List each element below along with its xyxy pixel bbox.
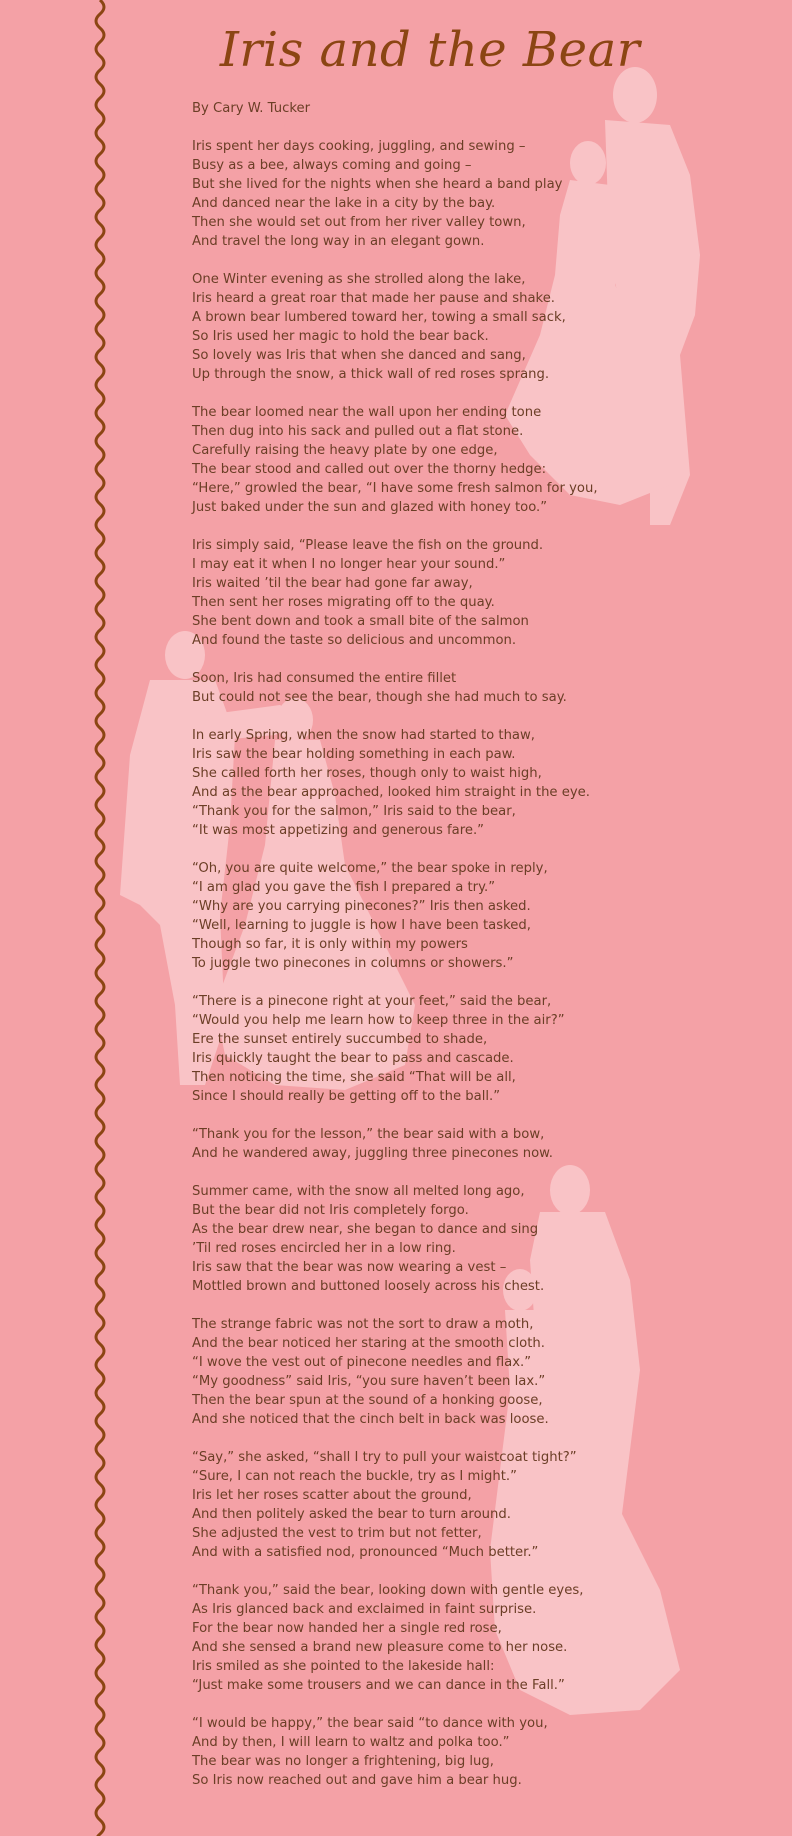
poem-line: “Well, learning to juggle is how I have been tasked,: [192, 918, 531, 933]
poem-line: Iris let her roses scatter about the ground,: [192, 1488, 472, 1503]
poem-line: But the bear did not Iris completely forgo.: [192, 1203, 469, 1218]
poem-line: Since I should really be getting off to the ball.”: [192, 1089, 501, 1104]
poem-stanza: [192, 1581, 752, 1695]
poem-line: “Why are you carrying pinecones?” Iris then asked.: [192, 899, 531, 914]
poem-line: Up through the snow, a thick wall of red roses sprang.: [192, 367, 550, 382]
poem-line: And she sensed a brand new pleasure come to her nose.: [192, 1640, 568, 1655]
poem-line: And by then, I will learn to waltz and polka too.”: [192, 1735, 510, 1750]
poem-line: Then she would set out from her river valley town,: [192, 215, 526, 230]
poem-line: “Sure, I can not reach the buckle, try as I might.”: [192, 1469, 517, 1484]
poem-stanza: [192, 1448, 752, 1562]
poem-line: As Iris glanced back and exclaimed in faint surprise.: [192, 1602, 537, 1617]
poem-line: The bear loomed near the wall upon her ending tone: [192, 405, 542, 420]
poem-line: I may eat it when I no longer hear your sound.”: [192, 557, 506, 572]
poem-line: “I am glad you gave the fish I prepared a try.”: [192, 880, 496, 895]
poem-line: Iris heard a great roar that made her pause and shake.: [192, 291, 556, 306]
poem-line: The bear was no longer a frightening, big lug,: [192, 1754, 494, 1769]
poem-line: Ere the sunset entirely succumbed to shade,: [192, 1032, 488, 1047]
poem-line: As the bear drew near, she began to dance and sing: [192, 1222, 539, 1237]
poem-line: “Thank you for the salmon,” Iris said to the bear,: [192, 804, 516, 819]
poem-stanza: [192, 403, 752, 517]
poem-line: “Here,” growled the bear, “I have some fresh salmon for you,: [192, 481, 598, 496]
poem-line: She adjusted the vest to trim but not fetter,: [192, 1526, 482, 1541]
poem-line: Busy as a bee, always coming and going –: [192, 158, 472, 173]
poem-stanza: [192, 1714, 752, 1790]
poem-line: And then politely asked the bear to turn around.: [192, 1507, 511, 1522]
poem-line: Then noticing the time, she said “That will be all,: [192, 1070, 516, 1085]
poem-line: Summer came, with the snow all melted long ago,: [192, 1184, 525, 1199]
poem-line: Though so far, it is only within my powers: [192, 937, 468, 952]
poem-line: To juggle two pinecones in columns or showers.”: [192, 956, 514, 971]
poem-stanza: [192, 1182, 752, 1296]
poem-stanza: [192, 669, 752, 707]
poem-line: So Iris used her magic to hold the bear back.: [192, 329, 489, 344]
poem-stanza: [192, 1315, 752, 1429]
poem-line: The strange fabric was not the sort to draw a moth,: [192, 1317, 534, 1332]
poem-stanza: [192, 726, 752, 840]
poem-line: “Oh, you are quite welcome,” the bear spoke in reply,: [192, 861, 548, 876]
poem-line: And danced near the lake in a city by the bay.: [192, 196, 496, 211]
poem-line: Soon, Iris had consumed the entire fillet: [192, 671, 457, 686]
poem-line: ’Til red roses encircled her in a low ring.: [192, 1241, 456, 1256]
poem-line: Then sent her roses migrating off to the quay.: [192, 595, 495, 610]
poem-stanzas: [192, 137, 752, 1790]
poem-line: And the bear noticed her staring at the smooth cloth.: [192, 1336, 545, 1351]
poem-line: She bent down and took a small bite of the salmon: [192, 614, 529, 629]
poem-line: She called forth her roses, though only to waist high,: [192, 766, 542, 781]
poem-line: “I wove the vest out of pinecone needles and flax.”: [192, 1355, 532, 1370]
poem-line: “Just make some trousers and we can dance in the Fall.”: [192, 1678, 565, 1693]
poem-line: A brown bear lumbered toward her, towing a small sack,: [192, 310, 566, 325]
poem-line: Iris simply said, “Please leave the fish on the ground.: [192, 538, 544, 553]
poem-line: Mottled brown and buttoned loosely across his chest.: [192, 1279, 545, 1294]
poem-line: “There is a pinecone right at your feet,” said the bear,: [192, 994, 552, 1009]
poem-stanza: [192, 992, 752, 1106]
poem-line: Then the bear spun at the sound of a honking goose,: [192, 1393, 543, 1408]
poem-line: Just baked under the sun and glazed with honey too.”: [192, 500, 548, 515]
poem-line: And travel the long way in an elegant gown.: [192, 234, 485, 249]
poem-stanza: [192, 137, 752, 251]
poem-line: But could not see the bear, though she had much to say.: [192, 690, 567, 705]
poem-line: “My goodness” said Iris, “you sure haven’t been lax.”: [192, 1374, 546, 1389]
poem-stanza: [192, 536, 752, 650]
poem-byline: By Cary W. Tucker: [192, 101, 311, 116]
poem-line: “I would be happy,” the bear said “to dance with you,: [192, 1716, 548, 1731]
poem-line: In early Spring, when the snow had started to thaw,: [192, 728, 535, 743]
poem-line: Carefully raising the heavy plate by one edge,: [192, 443, 498, 458]
poem-title: Iris and the Bear: [219, 22, 641, 78]
poem-line: But she lived for the nights when she heard a band play: [192, 177, 563, 192]
poem-line: Iris quickly taught the bear to pass and cascade.: [192, 1051, 514, 1066]
poem-line: And he wandered away, juggling three pinecones now.: [192, 1146, 553, 1161]
poem-line: Iris saw the bear holding something in each paw.: [192, 747, 516, 762]
poem-line: The bear stood and called out over the thorny hedge:: [192, 462, 547, 477]
poem-line: And found the taste so delicious and uncommon.: [192, 633, 517, 648]
poem-body: [192, 99, 752, 1809]
poem-line: “Would you help me learn how to keep three in the air?”: [192, 1013, 565, 1028]
poem-line: “Thank you for the lesson,” the bear said with a bow,: [192, 1127, 545, 1142]
poem-line: So Iris now reached out and gave him a bear hug.: [192, 1773, 522, 1788]
poem-line: And with a satisfied nod, pronounced “Much better.”: [192, 1545, 539, 1560]
poem-stanza: [192, 270, 752, 384]
poem-stanza: [192, 1125, 752, 1163]
poem-line: Iris smiled as she pointed to the lakeside hall:: [192, 1659, 495, 1674]
poem-line: “Say,” she asked, “shall I try to pull your waistcoat tight?”: [192, 1450, 577, 1465]
poem-line: “Thank you,” said the bear, looking down with gentle eyes,: [192, 1583, 584, 1598]
poem-line: Then dug into his sack and pulled out a flat stone.: [192, 424, 524, 439]
poem-line: Iris waited ’til the bear had gone far away,: [192, 576, 473, 591]
poem-line: Iris saw that the bear was now wearing a vest –: [192, 1260, 507, 1275]
poem-line: So lovely was Iris that when she danced and sang,: [192, 348, 526, 363]
poem-line: For the bear now handed her a single red rose,: [192, 1621, 502, 1636]
poem-line: One Winter evening as she strolled along the lake,: [192, 272, 526, 287]
poem-line: And she noticed that the cinch belt in back was loose.: [192, 1412, 549, 1427]
poem-stanza: [192, 859, 752, 973]
poem-line: Iris spent her days cooking, juggling, and sewing –: [192, 139, 526, 154]
poem-line: And as the bear approached, looked him straight in the eye.: [192, 785, 590, 800]
poem-line: “It was most appetizing and generous fare.”: [192, 823, 485, 838]
